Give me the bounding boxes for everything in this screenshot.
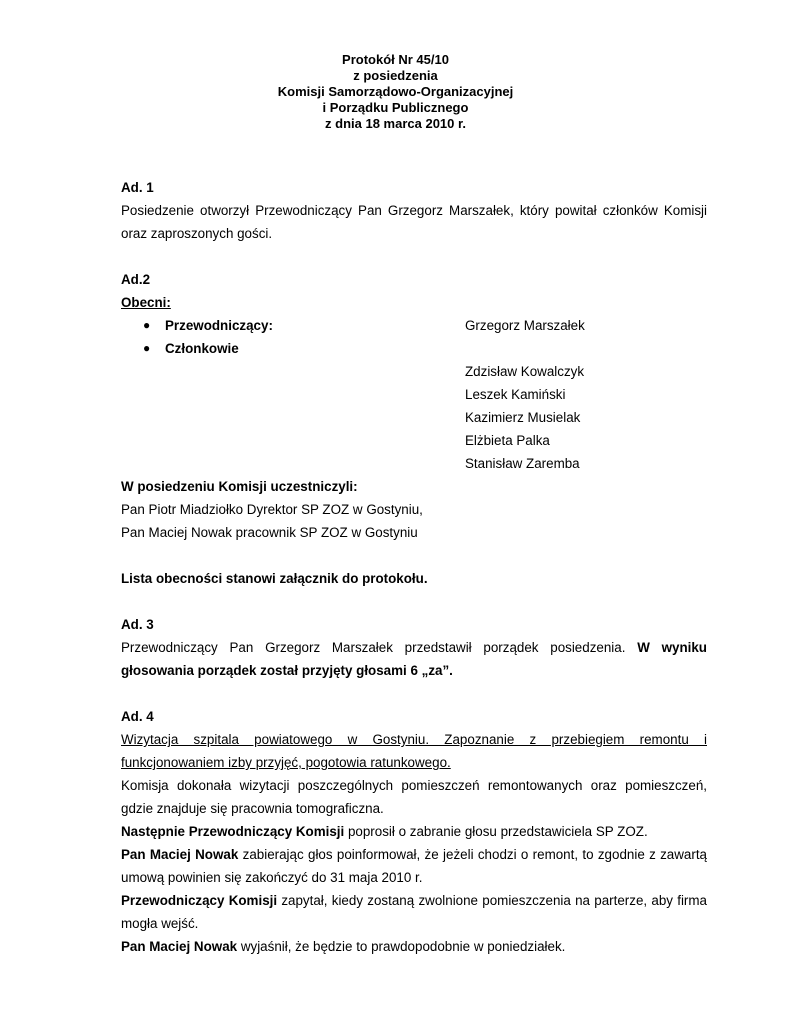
ad4-p5-speaker: Pan Maciej Nowak (121, 939, 238, 954)
protocol-number: Protokół Nr 45/10 (342, 52, 449, 67)
committee-name: Komisji Samorządowo-Organizacyjnej (277, 84, 514, 99)
member-name: Kazimierz Musielak (465, 410, 581, 425)
ad1-text-line1: Posiedzenie otworzył Przewodniczący Pan Grzegorz Marszałek, który powitał członków Komisji (121, 203, 707, 218)
ad4-p3-line2: umową powinien się zakończyć do 31 maja 2010 r. (121, 870, 423, 885)
ad4-p2-text: poprosił o zabranie głosu przedstawiciela SP ZOZ. (344, 824, 648, 839)
ad3-text-line1 (121, 636, 707, 659)
guest-item: Pan Maciej Nowak pracownik SP ZOZ w Gostyniu (121, 525, 418, 540)
member-name: Elżbieta Palka (465, 433, 550, 448)
ad3-text: Przewodniczący Pan Grzegorz Marszałek przedstawił porządek posiedzenia. (121, 640, 626, 655)
document-body (121, 176, 707, 958)
member-item (121, 452, 707, 475)
member-name: Zdzisław Kowalczyk (465, 364, 585, 379)
guests-label: W posiedzeniu Komisji uczestniczyli: (121, 479, 358, 494)
member-item (121, 429, 707, 452)
ad3-vote-result-cont: głosowania porządek został przyjęty głosami 6 „za”. (121, 663, 453, 678)
ad4-p3-line1 (121, 843, 707, 866)
ad4-topic-line1: Wizytacja szpitala powiatowego w Gostyniu. Zapoznanie z przebiegiem remontu i (121, 732, 707, 747)
ad4-p3-speaker: Pan Maciej Nowak (121, 847, 239, 862)
ad4-p4-line2: mogła wejść. (121, 916, 199, 931)
ad4-p5-text: wyjaśnił, że będzie to prawdopodobnie w poniedziałek. (237, 939, 566, 954)
ad4-p1-line2: gdzie znajduje się pracownia tomograficzna. (121, 801, 384, 816)
member-item (121, 383, 707, 406)
members-role: Członkowie (165, 341, 239, 356)
protocol-header (0, 52, 791, 132)
member-item (121, 406, 707, 429)
chair-name: Grzegorz Marszałek (465, 318, 585, 333)
ad4-p5 (121, 935, 707, 958)
ad4-p2 (121, 820, 707, 843)
chair-role: Przewodniczący: (165, 318, 273, 333)
ad3-vote-result: W wyniku (637, 640, 707, 655)
ad3-heading: Ad. 3 (121, 617, 154, 632)
ad4-p1-line1: Komisja dokonała wizytacji poszczególnych pomieszczeń remontowanych oraz pomieszczeń, (121, 778, 707, 793)
ad4-heading: Ad. 4 (121, 709, 154, 724)
committee-name-cont: i Porządku Publicznego (322, 100, 469, 115)
ad2-heading: Ad.2 (121, 272, 151, 287)
guest-item: Pan Piotr Miadziołko Dyrektor SP ZOZ w Gostyniu, (121, 502, 423, 517)
member-name: Stanisław Zaremba (465, 456, 580, 471)
members-row (121, 337, 707, 360)
meeting-line: z posiedzenia (353, 68, 438, 83)
ad4-p4-line1 (121, 889, 707, 912)
ad4-topic-line2: funkcjonowaniem izby przyjęć, pogotowia ratunkowego. (121, 755, 451, 770)
meeting-date: z dnia 18 marca 2010 r. (325, 116, 466, 131)
ad1-text-line2: oraz zaproszonych gości. (121, 226, 273, 241)
ad1-heading: Ad. 1 (121, 180, 154, 195)
member-item (121, 360, 707, 383)
chair-row (121, 314, 707, 337)
bullet-icon: ● (143, 341, 151, 355)
member-name: Leszek Kamiński (465, 387, 566, 402)
ad4-p2-speaker: Następnie Przewodniczący Komisji (121, 824, 345, 839)
ad4-p4-text: zapytał, kiedy zostaną zwolnione pomieszczenia na parterze, aby firma (277, 893, 707, 908)
ad4-p4-speaker: Przewodniczący Komisji (121, 893, 278, 908)
ad4-p3-text: zabierając głos poinformował, że jeżeli chodzi o remont, to zgodnie z zawartą (238, 847, 707, 862)
present-label: Obecni: (121, 295, 171, 310)
attendance-note: Lista obecności stanowi załącznik do protokołu. (121, 571, 428, 586)
bullet-icon: ● (143, 318, 151, 332)
